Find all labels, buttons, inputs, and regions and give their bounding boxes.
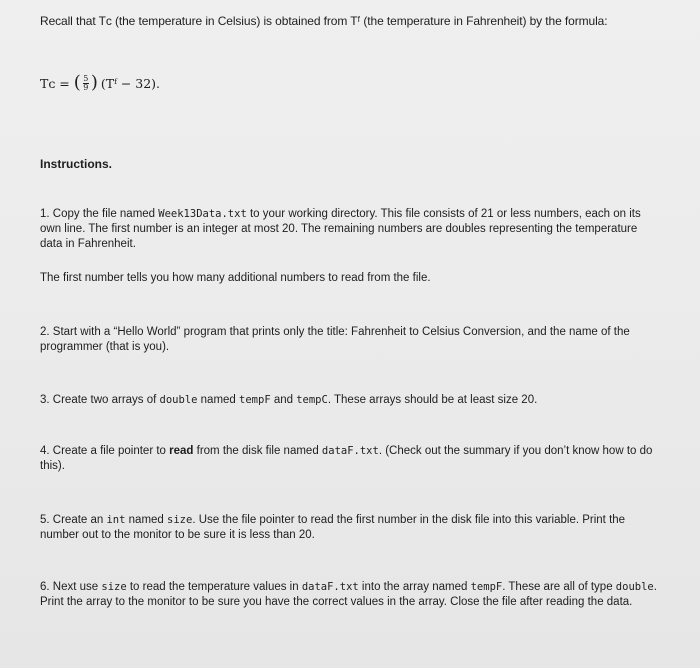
formula-close-paren: ) — [90, 72, 98, 93]
instruction-4-text-b: from the disk file named — [193, 445, 322, 457]
instruction-3-type: double — [159, 394, 198, 406]
instruction-6-array: tempF — [470, 581, 503, 593]
instruction-6-var-size: size — [101, 581, 127, 593]
instruction-6-text-d: . These are all of type — [502, 581, 616, 593]
intro-text: Recall that Tᴄ (the temperature in Celsius) is obtained from Tᶠ (the temperature in Fahrenheit) by the formula: — [40, 14, 608, 28]
instruction-5 — [40, 513, 660, 543]
instruction-6-type: double — [615, 581, 654, 593]
instruction-4-text-a: 4. Create a file pointer to — [40, 445, 170, 457]
instruction-4 — [40, 444, 660, 474]
instruction-3-var-tempF: tempF — [239, 394, 271, 406]
formula-fraction — [83, 75, 89, 92]
instruction-3-text-b: named — [197, 394, 240, 406]
instruction-3-text-d: . These arrays should be at least size 20. — [327, 394, 538, 406]
instruction-5-text-b: named — [125, 514, 168, 526]
instruction-1-filename: Week13Data.txt — [158, 208, 247, 220]
instruction-6-text-b: to read the temperature values in — [126, 581, 302, 593]
instruction-6-text-c: into the array named — [358, 581, 471, 593]
instruction-6-text-e: . Print the array to the monitor to be sure you have the correct values in the array. Close the file after reading the data. — [40, 581, 657, 608]
instruction-3-text-a: 3. Create two arrays of — [40, 394, 160, 406]
instruction-3-var-tempC: tempC — [296, 394, 328, 406]
conversion-formula — [40, 74, 160, 92]
instruction-3-text-c: and — [270, 394, 297, 406]
instruction-6-filename: dataF.txt — [301, 581, 359, 593]
instruction-1 — [40, 207, 660, 252]
instruction-4-filename: dataF.txt — [321, 445, 379, 457]
fraction-denominator: 9 — [83, 82, 89, 92]
instruction-4-text-c: . (Check out the summary if you don’t know how to do this). — [40, 445, 653, 472]
formula-lhs: Tᴄ = — [40, 75, 70, 91]
instruction-5-type: int — [106, 514, 126, 526]
instruction-1-text-b: to your working directory. This file consists of 21 or less numbers, each on its own line. The first number is an integer at most 20. The remaining numbers are doubles representing the temperature data in Fahrenheit. — [40, 208, 641, 250]
instruction-5-var-size: size — [167, 514, 193, 526]
instruction-5-text-a: 5. Create an — [40, 514, 107, 526]
formula-rhs: (Tᶠ − 32). — [100, 75, 161, 91]
instruction-6 — [40, 580, 660, 610]
instruction-1-note: The first number tells you how many additional numbers to read from the file. — [40, 272, 431, 284]
instruction-5-text-c: . Use the file pointer to read the first number in the disk file into this variable. Print the number out to the monitor to be sure it is less than 20. — [40, 514, 626, 541]
instructions-heading: Instructions. — [40, 157, 113, 171]
instruction-2: 2. Start with a “Hello World” program that prints only the title: Fahrenheit to Celsius Conversion, and the name of the programmer (that is you). — [40, 326, 630, 353]
instruction-6-text-a: 6. Next use — [40, 581, 102, 593]
instruction-3 — [40, 393, 660, 408]
formula-open-paren: ( — [73, 72, 81, 93]
instruction-4-read: read — [169, 445, 194, 457]
instruction-1-text-a: 1. Copy the file named — [40, 208, 159, 220]
fraction-numerator: 5 — [83, 73, 89, 83]
